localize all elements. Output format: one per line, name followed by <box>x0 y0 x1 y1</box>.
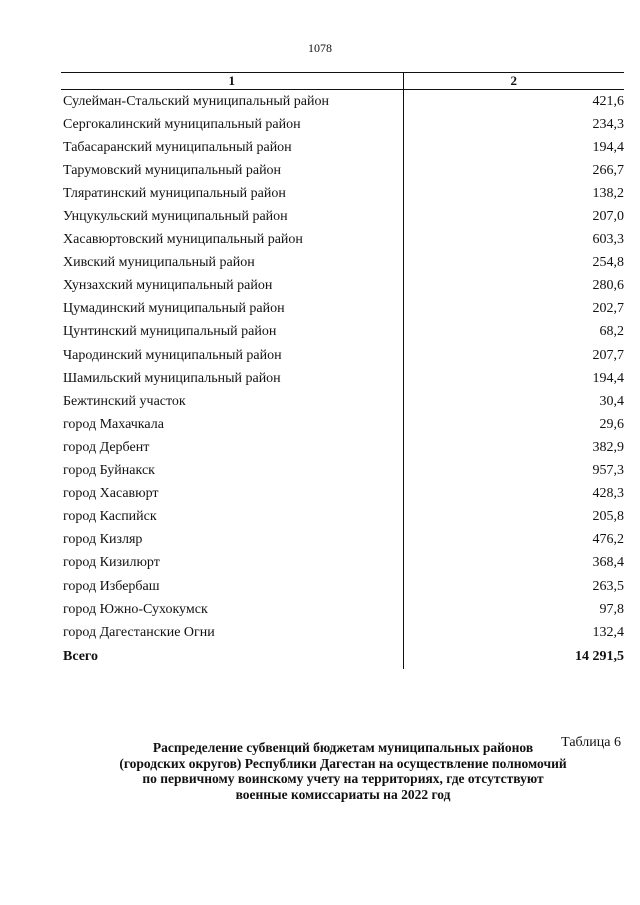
table-row <box>61 460 624 483</box>
municipality-name: Цунтинский муниципальный район <box>61 321 403 344</box>
table-row <box>61 182 624 205</box>
municipality-name: город Дербент <box>61 436 403 459</box>
heading-line: по первичному воинскому учету на территориях, где отсутствуют <box>142 771 544 786</box>
table-row <box>61 621 624 644</box>
total-row <box>61 644 624 669</box>
municipality-name: Хасавюртовский муниципальный район <box>61 229 403 252</box>
subvention-amount: 382,9 <box>592 439 624 455</box>
table-row <box>61 252 624 275</box>
table-row <box>61 136 624 159</box>
municipality-name: город Дагестанские Огни <box>61 621 403 644</box>
subvention-amount: 202,7 <box>592 301 624 317</box>
subvention-amount: 29,6 <box>599 416 624 432</box>
municipality-name: Унцукульский муниципальный район <box>61 205 403 228</box>
table-row <box>61 275 624 298</box>
table-row <box>61 483 624 506</box>
subvention-amount: 68,2 <box>599 324 624 340</box>
municipality-name: Хивский муниципальный район <box>61 252 403 275</box>
table-body <box>61 90 624 670</box>
subvention-amount: 428,3 <box>592 486 624 502</box>
column-header-1: 1 <box>61 73 403 90</box>
heading-line: Распределение субвенций бюджетам муниципальных районов <box>152 740 534 755</box>
table-row <box>61 390 624 413</box>
subvention-amount: 254,8 <box>592 255 624 271</box>
subvention-amount: 603,3 <box>592 232 624 248</box>
municipality-name: город Буйнакск <box>61 460 403 483</box>
table-row <box>61 159 624 182</box>
subvention-amount: 138,2 <box>592 185 624 201</box>
municipality-name: город Каспийск <box>61 506 403 529</box>
municipality-name: Чародинский муниципальный район <box>61 344 403 367</box>
subvention-amount: 194,4 <box>592 139 624 155</box>
subvention-amount: 194,4 <box>592 370 624 386</box>
municipality-name: Шамильский муниципальный район <box>61 367 403 390</box>
table-header-row <box>61 73 624 90</box>
municipality-name: Табасаранский муниципальный район <box>61 136 403 159</box>
subvention-amount: 234,3 <box>592 116 624 132</box>
subvention-amount: 205,8 <box>592 509 624 525</box>
total-amount: 14 291,5 <box>575 648 624 664</box>
table-row <box>61 506 624 529</box>
municipality-name: Сулейман-Стальский муниципальный район <box>61 90 403 114</box>
heading-line: военные комиссариаты на 2022 год <box>235 786 451 802</box>
table-heading <box>60 740 626 802</box>
municipality-name: город Избербаш <box>61 575 403 598</box>
subvention-amount: 476,2 <box>592 532 624 548</box>
municipality-name: город Южно-Сухокумск <box>61 598 403 621</box>
subvention-amount: 957,3 <box>592 463 624 479</box>
total-label: Всего <box>61 644 403 669</box>
table-label: Таблица 6 <box>561 735 621 750</box>
table-row <box>61 413 624 436</box>
table-row <box>61 229 624 252</box>
subvention-table <box>61 72 624 669</box>
table-row <box>61 367 624 390</box>
column-header-2: 2 <box>403 73 624 90</box>
municipality-name: Хунзахский муниципальный район <box>61 275 403 298</box>
municipality-name: город Махачкала <box>61 413 403 436</box>
table-row <box>61 436 624 459</box>
subvention-amount: 266,7 <box>592 162 624 178</box>
table-row <box>61 298 624 321</box>
subvention-amount: 30,4 <box>599 393 624 409</box>
table-row <box>61 344 624 367</box>
page-number: 1078 <box>308 41 332 55</box>
subvention-amount: 280,6 <box>592 278 624 294</box>
municipality-name: город Кизляр <box>61 529 403 552</box>
table-row <box>61 529 624 552</box>
table-row <box>61 90 624 114</box>
municipality-name: город Хасавюрт <box>61 483 403 506</box>
subvention-amount: 97,8 <box>599 601 624 617</box>
municipality-name: Бежтинский участок <box>61 390 403 413</box>
table-row <box>61 552 624 575</box>
subvention-amount: 132,4 <box>592 624 624 640</box>
table-row <box>61 321 624 344</box>
municipality-name: Сергокалинский муниципальный район <box>61 113 403 136</box>
heading-line: (городских округов) Республики Дагестан на осуществление полномочий <box>119 755 567 771</box>
subvention-amount: 368,4 <box>592 555 624 571</box>
subvention-amount: 263,5 <box>592 578 624 594</box>
municipality-name: Тляратинский муниципальный район <box>61 182 403 205</box>
table-row <box>61 205 624 228</box>
table-row <box>61 575 624 598</box>
table-row <box>61 598 624 621</box>
municipality-name: город Кизилюрт <box>61 552 403 575</box>
subvention-amount: 207,0 <box>592 209 624 225</box>
subvention-amount: 207,7 <box>592 347 624 363</box>
table-row <box>61 113 624 136</box>
subvention-amount: 421,6 <box>592 93 624 109</box>
municipality-name: Тарумовский муниципальный район <box>61 159 403 182</box>
municipality-name: Цумадинский муниципальный район <box>61 298 403 321</box>
